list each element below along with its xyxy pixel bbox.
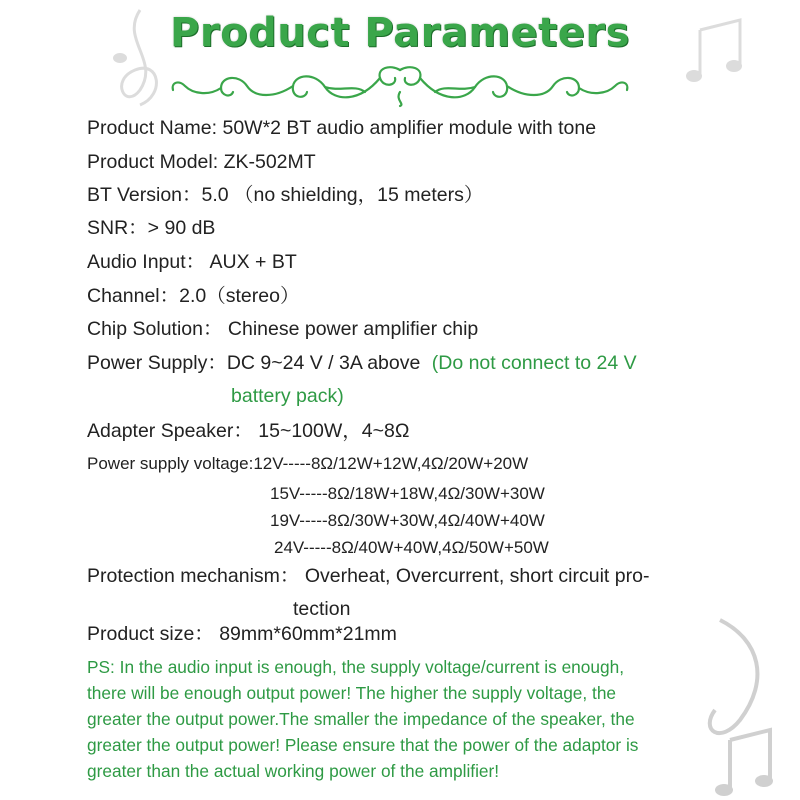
ps-line: greater than the actual working power of the amplifier! [87, 761, 500, 781]
ps-line: there will be enough output power! The higher the supply voltage, the [87, 683, 617, 703]
power-supply-warning-cont: battery pack) [231, 385, 344, 407]
bt-version: BT Version：5.0 （no shielding，15 meters） [87, 184, 484, 206]
product-name: Product Name: 50W*2 BT audio amplifier module with tone [87, 117, 597, 139]
chip-solution: Chip Solution： Chinese power amplifier chip [87, 318, 479, 340]
audio-input: Audio Input： AUX + BT [87, 251, 297, 273]
power-supply-value: Power Supply：DC 9~24 V / 3A above [87, 352, 421, 374]
voltage-label: Power supply voltage: [87, 454, 254, 473]
product-model: Product Model: ZK-502MT [87, 151, 316, 173]
ornamental-flourish-icon [165, 62, 635, 108]
page-title: Product Parameters [170, 10, 630, 56]
ps-line: PS: In the audio input is enough, the supply voltage/current is enough, [87, 657, 625, 677]
ps-line: greater the output power.The smaller the impedance of the speaker, the [87, 709, 635, 729]
ps-line: greater the output power! Please ensure that the power of the adaptor is [87, 735, 639, 755]
protection-mechanism: Protection mechanism： Overheat, Overcurrent, short circuit pro- [87, 565, 650, 587]
voltage-row [87, 452, 528, 476]
product-size: Product size： 89mm*60mm*21mm [87, 623, 397, 645]
channel: Channel：2.0（stereo） [87, 285, 300, 307]
voltage-value: 24V-----8Ω/40W+40W,4Ω/50W+50W [274, 538, 549, 557]
power-supply-warning: (Do not connect to 24 V [431, 352, 637, 374]
voltage-value: 15V-----8Ω/18W+18W,4Ω/30W+30W [270, 484, 545, 503]
snr: SNR：> 90 dB [87, 217, 216, 239]
voltage-value: 12V-----8Ω/12W+12W,4Ω/20W+20W [253, 454, 529, 473]
protection-mechanism-cont: tection [293, 598, 351, 620]
ps-note [87, 654, 767, 784]
adapter-speaker: Adapter Speaker： 15~100W，4~8Ω [87, 420, 410, 442]
voltage-value: 19V-----8Ω/30W+30W,4Ω/40W+40W [270, 511, 545, 530]
power-supply [87, 351, 637, 375]
